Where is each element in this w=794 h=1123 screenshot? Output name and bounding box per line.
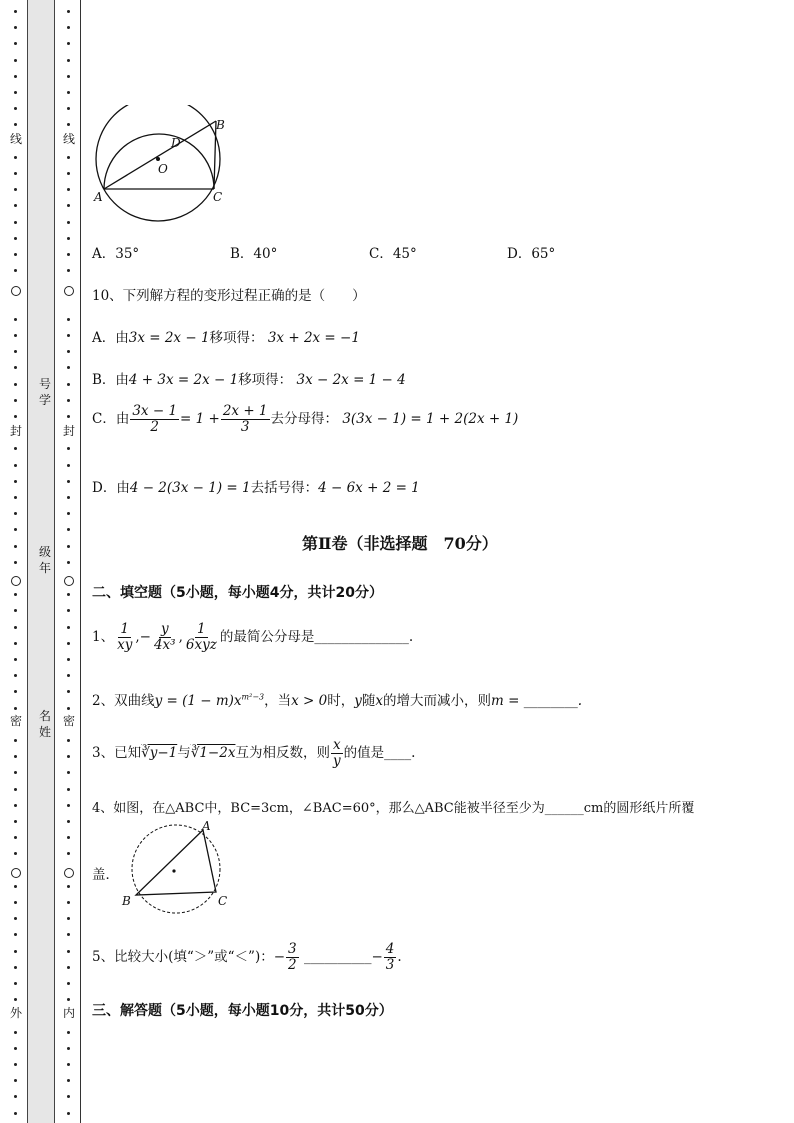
left-dot-column [9, 0, 23, 1123]
binding-dot [14, 755, 17, 758]
binding-dot [14, 901, 17, 904]
binding-dot [67, 399, 70, 402]
triangle-abc [136, 830, 216, 895]
binding-margin [0, 0, 82, 1123]
fill-q1: 1、 $\frac{1}{xy}$ ,− $\frac{y}{\text{4x³}}$ , $\frac{1}{\text{6xyz}}$ 的最简公分母是______________. [92, 621, 414, 653]
binding-dot [14, 237, 17, 240]
binding-dot [14, 950, 17, 953]
binding-dot [67, 59, 70, 62]
right-dot-column [62, 0, 76, 1123]
binding-dot [67, 350, 70, 353]
binding-dot [67, 1079, 70, 1082]
binding-dot [67, 690, 70, 693]
binding-dot [67, 1112, 70, 1115]
binding-dot [67, 172, 70, 175]
fill-q5: 5、比较大小(填“＞”或“＜”)：− $\frac{3}{2}$ __________− $\frac{4}{3}$ . [92, 941, 402, 973]
binding-dot [67, 123, 70, 126]
binding-dot [14, 1112, 17, 1115]
center-point [156, 157, 160, 161]
center-dot [172, 869, 175, 872]
fill-q3: 3、已知∛y−1与∛1−2x互为相反数，则 $\frac{x}{y}$ 的值是____. [92, 737, 416, 769]
binding-dot [14, 42, 17, 45]
binding-dot [14, 1063, 17, 1066]
section2-title: 二、填空题（5小题，每小题4分，共计20分） [92, 585, 383, 601]
binding-dot [67, 447, 70, 450]
binding-dot [14, 707, 17, 710]
binding-dot [67, 42, 70, 45]
binding-dot [67, 788, 70, 791]
binding-dot [14, 75, 17, 78]
binding-dot [67, 366, 70, 369]
binding-dot [14, 399, 17, 402]
binding-dot [67, 1047, 70, 1050]
binding-dot [67, 480, 70, 483]
binding-dot [14, 690, 17, 693]
binding-dot [67, 464, 70, 467]
q9-option-a: A．35° [92, 246, 140, 262]
binding-dot [14, 561, 17, 564]
label-O: O [158, 162, 168, 176]
section3-title: 三、解答题（5小题，每小题10分，共计50分） [92, 1003, 393, 1019]
binding-dot [14, 59, 17, 62]
binding-char-mark: 封 [62, 424, 75, 438]
binding-dot [14, 545, 17, 548]
binding-dot [14, 107, 17, 110]
binding-dot [14, 318, 17, 321]
binding-dot [14, 771, 17, 774]
binding-dot [14, 885, 17, 888]
label-C: C [213, 190, 223, 204]
student-info-band [27, 0, 55, 1123]
binding-dot [14, 917, 17, 920]
q9-option-b: B．40° [230, 246, 278, 262]
binding-dot [67, 75, 70, 78]
binding-dot [67, 253, 70, 256]
binding-dot [14, 383, 17, 386]
binding-dot [67, 901, 70, 904]
binding-dot [14, 496, 17, 499]
binding-dot [67, 885, 70, 888]
binding-dot [67, 10, 70, 13]
binding-dot [67, 237, 70, 240]
binding-dot [67, 771, 70, 774]
q10-option-c: C．由 $\frac{3x - 1}{2}$ = 1 + $\frac{2x + 1}{3}$ 去分母得： 3(3x − 1) = 1 + 2(2x + 1) [92, 403, 519, 435]
q9-option-d: D．65° [507, 246, 556, 262]
binding-dot [14, 1095, 17, 1098]
binding-char-mark: 线 [9, 132, 22, 146]
q10-option-d: D．由4 − 2(3x − 1) = 1去括号得：4 − 6x + 2 = 1 [92, 480, 420, 496]
binding-dot [14, 91, 17, 94]
exam-content [92, 0, 782, 1123]
binding-dot [67, 950, 70, 953]
fill-q4-line1: 4、如图，在△ABC中，BC=3cm，∠BAC=60°，那么△ABC能被半径至少为______cm的圆形纸片所覆 [92, 801, 695, 816]
binding-line [80, 0, 81, 1123]
binding-dot [67, 91, 70, 94]
binding-dot [67, 917, 70, 920]
dashed-circumcircle [132, 825, 220, 913]
binding-dot [14, 1031, 17, 1034]
tri-label-B: B [122, 894, 131, 908]
binding-char-mark: 外 [9, 1006, 22, 1020]
binding-circle-mark [11, 576, 21, 586]
binding-dot [67, 739, 70, 742]
binding-dot [14, 1047, 17, 1050]
binding-dot [67, 1031, 70, 1034]
q10-option-a: A．由3x = 2x − 1移项得： 3x + 2x = −1 [92, 330, 360, 346]
binding-dot [14, 464, 17, 467]
binding-char-mark: 密 [62, 714, 75, 728]
binding-dot [67, 512, 70, 515]
binding-dot [67, 804, 70, 807]
binding-dot [14, 269, 17, 272]
binding-dot [14, 739, 17, 742]
binding-dot [67, 269, 70, 272]
binding-dot [67, 318, 70, 321]
binding-dot [67, 107, 70, 110]
binding-char-mark: 密 [9, 714, 22, 728]
label-A: A [94, 190, 103, 204]
binding-dot [14, 626, 17, 629]
q10-stem: 10、下列解方程的变形过程正确的是（ ） [92, 288, 366, 304]
tri-label-A: A [202, 819, 211, 833]
binding-dot [14, 658, 17, 661]
binding-dot [14, 804, 17, 807]
binding-dot [67, 545, 70, 548]
binding-dot [67, 156, 70, 159]
triangle-circle-figure [120, 817, 232, 915]
binding-dot [14, 172, 17, 175]
binding-dot [67, 334, 70, 337]
binding-dot [14, 642, 17, 645]
binding-dot [14, 480, 17, 483]
binding-dot [67, 593, 70, 596]
binding-circle-mark [11, 286, 21, 296]
binding-dot [67, 561, 70, 564]
binding-dot [14, 933, 17, 936]
binding-dot [67, 658, 70, 661]
binding-char-mark: 封 [9, 424, 22, 438]
binding-dot [67, 204, 70, 207]
binding-dot [14, 982, 17, 985]
field-name: 名姓 [38, 709, 51, 739]
binding-char-mark: 线 [62, 132, 75, 146]
binding-dot [14, 998, 17, 1001]
binding-dot [67, 674, 70, 677]
field-class: 级年 [38, 545, 51, 575]
binding-dot [67, 528, 70, 531]
binding-dot [67, 836, 70, 839]
binding-dot [67, 609, 70, 612]
binding-dot [67, 755, 70, 758]
binding-dot [14, 820, 17, 823]
label-B: B [216, 118, 225, 132]
binding-dot [14, 674, 17, 677]
binding-dot [67, 188, 70, 191]
binding-dot [67, 1063, 70, 1066]
binding-dot [14, 512, 17, 515]
binding-dot [67, 626, 70, 629]
label-D: D [171, 136, 181, 150]
binding-dot [67, 1095, 70, 1098]
binding-dot [14, 609, 17, 612]
binding-dot [14, 966, 17, 969]
binding-dot [14, 204, 17, 207]
binding-dot [67, 966, 70, 969]
q10-option-b: B．由4 + 3x = 2x − 1移项得： 3x − 2x = 1 − 4 [92, 372, 406, 388]
line-ab [104, 121, 216, 189]
binding-dot [67, 415, 70, 418]
tri-label-C: C [218, 894, 228, 908]
fill-q2: 2、双曲线$y = (1 - m)x^{m^2-3}$，当x > 0时，y随x的增大而减小，则m = ________. [92, 692, 583, 709]
binding-dot [67, 221, 70, 224]
binding-dot [67, 933, 70, 936]
binding-dot [14, 852, 17, 855]
binding-dot [14, 447, 17, 450]
binding-dot [14, 221, 17, 224]
binding-dot [14, 26, 17, 29]
binding-dot [67, 642, 70, 645]
binding-dot [14, 593, 17, 596]
circle-figure-q9 [92, 105, 242, 227]
binding-dot [67, 998, 70, 1001]
binding-dot [67, 820, 70, 823]
q9-option-c: C．45° [369, 246, 417, 262]
binding-dot [14, 10, 17, 13]
field-student-id: 号学 [38, 377, 51, 407]
binding-dot [14, 350, 17, 353]
fill-q4-line2: 盖． [92, 867, 119, 883]
binding-dot [14, 188, 17, 191]
binding-dot [67, 26, 70, 29]
binding-dot [67, 852, 70, 855]
binding-char-mark: 内 [62, 1006, 75, 1020]
binding-circle-mark [11, 868, 21, 878]
binding-dot [67, 383, 70, 386]
binding-dot [14, 788, 17, 791]
binding-dot [14, 123, 17, 126]
binding-dot [14, 366, 17, 369]
binding-dot [67, 496, 70, 499]
binding-dot [67, 707, 70, 710]
binding-dot [14, 334, 17, 337]
binding-dot [14, 415, 17, 418]
binding-circle-mark [64, 286, 74, 296]
binding-dot [14, 528, 17, 531]
binding-dot [14, 253, 17, 256]
binding-dot [14, 1079, 17, 1082]
binding-circle-mark [64, 576, 74, 586]
binding-circle-mark [64, 868, 74, 878]
binding-dot [14, 836, 17, 839]
part2-title: 第Ⅱ卷（非选择题 70分） [302, 534, 498, 553]
binding-dot [14, 156, 17, 159]
binding-dot [67, 982, 70, 985]
